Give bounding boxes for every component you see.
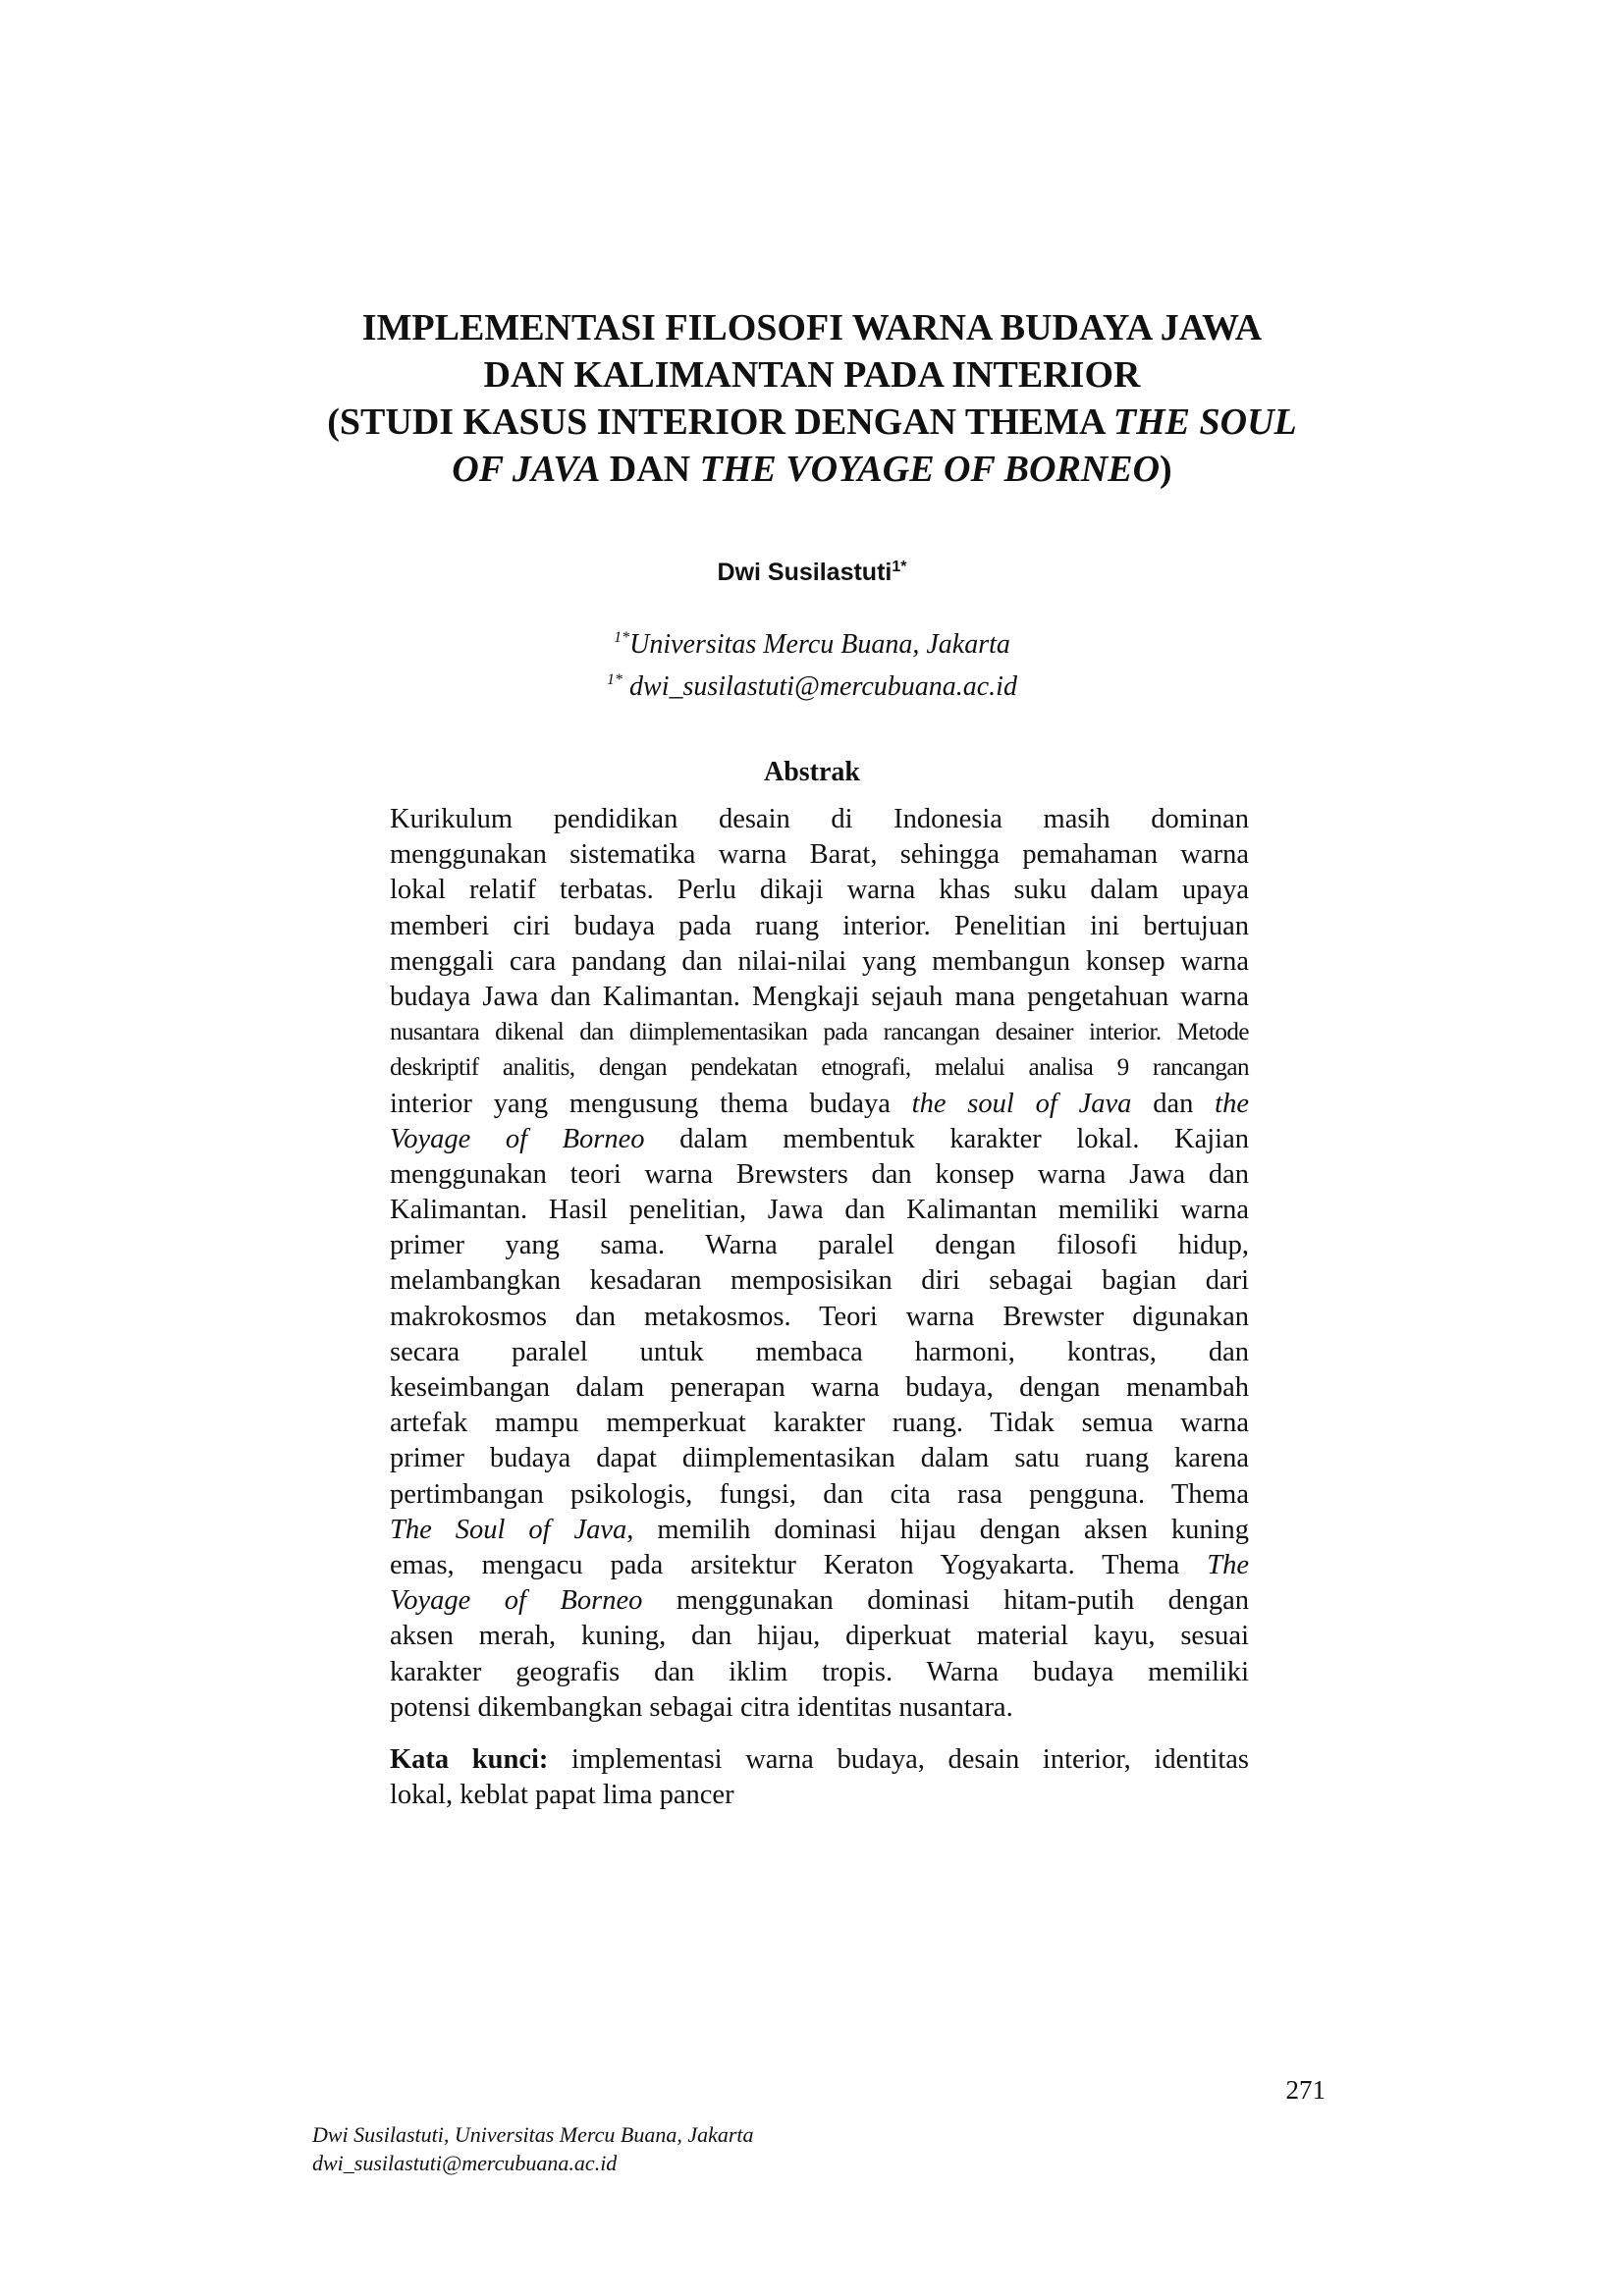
title-line	[295, 399, 1329, 446]
abstract-line	[390, 1513, 1249, 1548]
footer-email: dwi_susilastuti@mercubuana.ac.id	[312, 2151, 618, 2175]
abstract-line: primer yang sama. Warna paralel dengan filosofi hidup,	[390, 1230, 1249, 1261]
title-italic-text: OF JAVA	[452, 449, 601, 490]
title-line: IMPLEMENTASI FILOSOFI WARNA BUDAYA JAWA	[361, 307, 1263, 348]
title-italic-text: THE VOYAGE OF BORNEO	[699, 449, 1161, 490]
abstract-line: aksen merah, kuning, dan hijau, diperkuat material kayu, sesuai	[390, 1621, 1249, 1652]
affiliation-email-text: dwi_susilastuti@mercubuana.ac.id	[623, 671, 1017, 702]
abstract-text: menggunakan dominasi hitam-putih dengan	[642, 1585, 1249, 1617]
abstract-line: pertimbangan psikologis, fungsi, dan cita rasa pengguna. Thema	[390, 1478, 1249, 1510]
abstract-line: Kalimantan. Hasil penelitian, Jawa dan Kalimantan memiliki warna	[390, 1195, 1249, 1226]
abstract-line	[390, 1548, 1249, 1583]
abstract-italic-text: Voyage of Borneo	[390, 1585, 643, 1617]
title-text: DAN	[600, 449, 700, 490]
page-footer	[312, 2120, 754, 2177]
keywords-text: implementasi warna budaya, desain interior, identitas	[548, 1744, 1249, 1775]
abstract-italic-text: The Soul of Java	[390, 1514, 627, 1545]
affiliation-block	[0, 620, 1624, 705]
abstract-italic-text: The	[1207, 1549, 1249, 1580]
affiliation-institution-text: Universitas Mercu Buana, Jakarta	[629, 629, 1010, 660]
abstract-text: emas, mengacu pada arsitektur Keraton Yogyakarta. Thema	[390, 1549, 1208, 1580]
paper-title	[295, 304, 1329, 493]
abstract-line: menggunakan teori warna Brewsters dan konsep warna Jawa dan	[390, 1158, 1249, 1190]
author-name-text: Dwi Susilastuti	[717, 559, 893, 586]
affiliation-mark: 1*	[614, 629, 630, 646]
author-affiliation-mark: 1*	[892, 559, 907, 575]
keywords-line	[390, 1742, 1249, 1778]
abstract-line: makrokosmos dan metakosmos. Teori warna Brewster digunakan	[390, 1301, 1249, 1332]
keywords-block	[390, 1742, 1249, 1813]
abstract-line: Kurikulum pendidikan desain di Indonesia masih dominan	[390, 804, 1249, 834]
abstract-body	[390, 802, 1249, 1726]
abstract-line	[390, 1122, 1249, 1157]
affiliation-mark: 1*	[607, 671, 623, 688]
abstract-heading: Abstrak	[763, 757, 860, 787]
page-number: 271	[1285, 2075, 1326, 2105]
abstract-italic-text: the	[1215, 1088, 1249, 1119]
title-text: (STUDI KASUS INTERIOR DENGAN THEMA	[327, 401, 1113, 443]
title-line	[295, 446, 1329, 493]
abstract-line: menggunakan sistematika warna Barat, sehingga pemahaman warna	[390, 839, 1249, 871]
abstract-line: artefak mampu memperkuat karakter ruang. Tidak semua warna	[390, 1408, 1249, 1439]
footer-author: Dwi Susilastuti, Universitas Mercu Buana, Jakarta	[312, 2122, 754, 2147]
abstract-italic-text: Voyage of Borneo	[390, 1123, 645, 1154]
abstract-line: primer budaya dapat diimplementasikan dalam satu ruang karena	[390, 1443, 1249, 1474]
abstract-line: deskriptif analitis, dengan pendekatan etnografi, melalui analisa 9 rancangan	[390, 1054, 1249, 1082]
title-italic-text: THE SOUL	[1112, 401, 1297, 443]
abstract-text: interior yang mengusung thema budaya	[390, 1088, 912, 1119]
author-name	[0, 552, 1624, 588]
abstract-line: melambangkan kesadaran memposisikan diri sebagai bagian dari	[390, 1265, 1249, 1297]
title-line: DAN KALIMANTAN PADA INTERIOR	[483, 354, 1141, 396]
abstract-line: menggali cara pandang dan nilai-nilai yang membangun konsep warna	[390, 945, 1249, 977]
abstract-text: dan	[1131, 1088, 1216, 1119]
abstract-line: memberi ciri budaya pada ruang interior. Penelitian ini bertujuan	[390, 910, 1249, 941]
abstract-line: budaya Jawa dan Kalimantan. Mengkaji sejauh mana pengetahuan warna	[390, 981, 1249, 1012]
abstract-line: karakter geografis dan iklim tropis. Warna budaya memiliki	[390, 1656, 1249, 1687]
abstract-line	[390, 1087, 1249, 1122]
abstract-italic-text: the soul of Java	[911, 1088, 1132, 1119]
keywords-label: Kata kunci:	[390, 1744, 549, 1775]
affiliation-email	[0, 663, 1624, 705]
abstract-text: dalam membentuk karakter lokal. Kajian	[644, 1123, 1249, 1154]
affiliation-institution	[0, 620, 1624, 663]
keywords-line: lokal, keblat papat lima pancer	[390, 1780, 734, 1810]
title-text: )	[1160, 449, 1172, 490]
abstract-line: potensi dikembangkan sebagai citra identitas nusantara.	[390, 1691, 1013, 1723]
abstract-line: secara paralel untuk membaca harmoni, kontras, dan	[390, 1336, 1249, 1367]
abstract-line: nusantara dikenal dan diimplementasikan pada rancangan desainer interior. Metode	[390, 1019, 1249, 1046]
abstract-line	[390, 1583, 1249, 1619]
abstract-text: , memilih dominasi hijau dengan aksen kuning	[626, 1514, 1249, 1545]
abstract-line: keseimbangan dalam penerapan warna budaya, dengan menambah	[390, 1372, 1249, 1403]
abstract-line: lokal relatif terbatas. Perlu dikaji warna khas suku dalam upaya	[390, 875, 1249, 906]
